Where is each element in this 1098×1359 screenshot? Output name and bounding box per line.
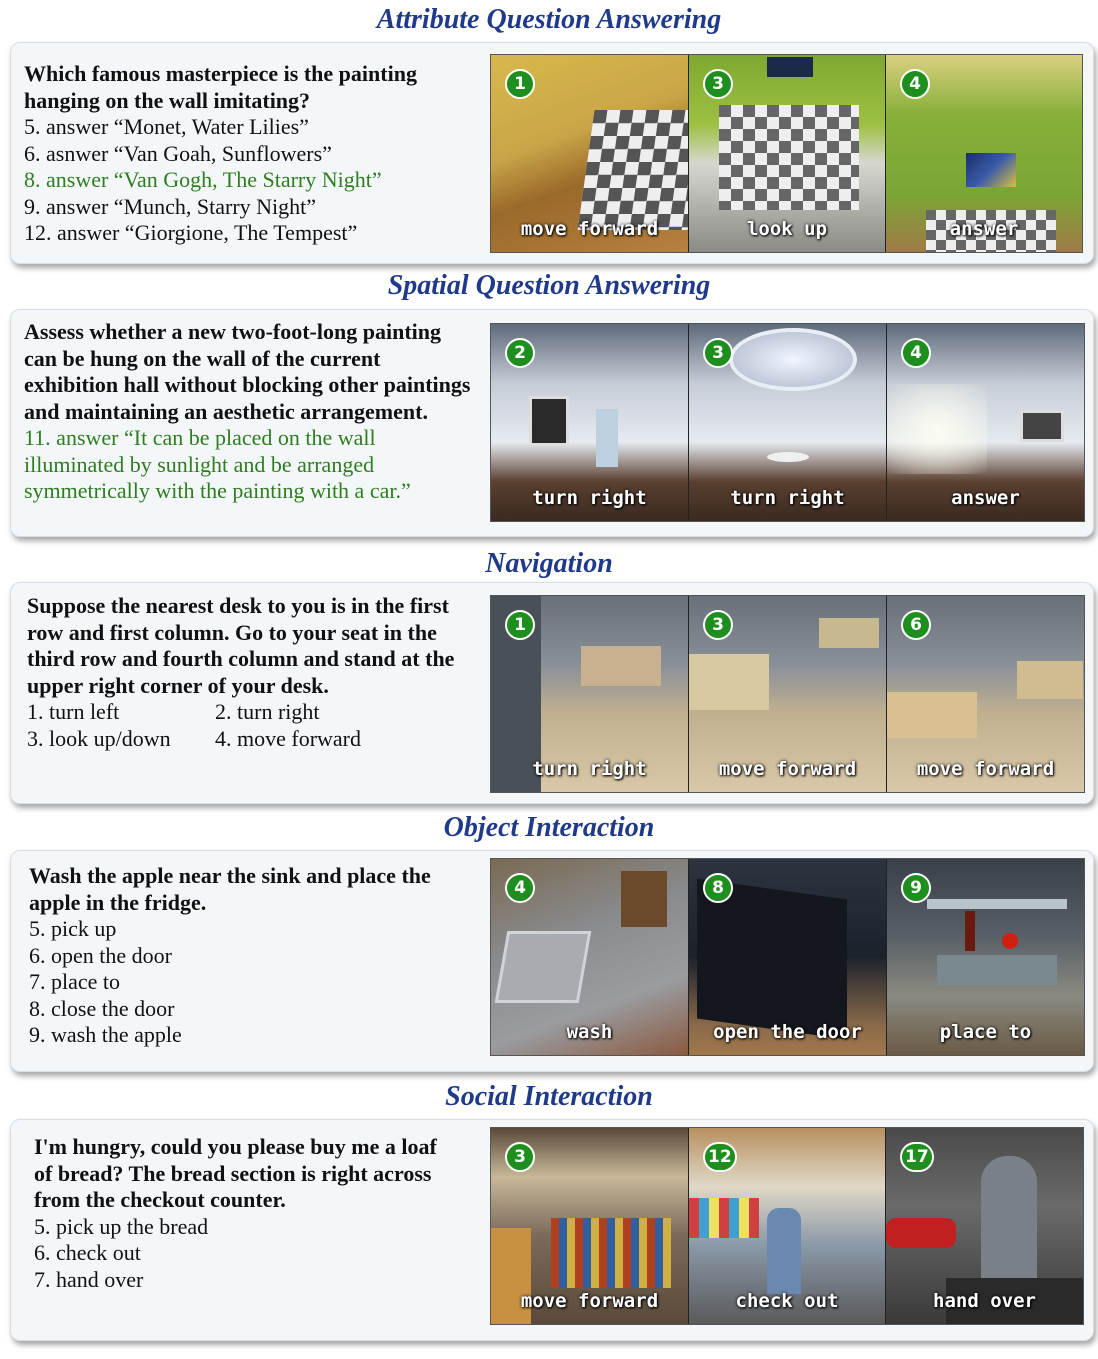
step-badge: 1 (505, 69, 535, 99)
section-title-social-interaction: Social Interaction (445, 1081, 653, 1112)
store-shelves-image (689, 1198, 759, 1238)
action-label: move forward (916, 758, 1055, 780)
apple-image (1002, 933, 1018, 949)
scene-frame (689, 1128, 886, 1324)
desk-image (887, 692, 977, 738)
step-badge: 17 (900, 1142, 934, 1172)
scene-frame (886, 1128, 1083, 1324)
step-badge: 4 (505, 873, 535, 903)
desk-image (689, 654, 769, 710)
skylight-image (729, 328, 857, 391)
option-item: 5. pick up (29, 916, 117, 941)
option-item: 5. answer “Monet, Water Lilies” (24, 114, 309, 139)
card-object-interaction (10, 850, 1094, 1072)
question-block (24, 61, 479, 247)
desk-image (581, 646, 661, 686)
chair-image (886, 1218, 956, 1248)
option-item: 7. place to (29, 969, 121, 994)
scene-frame (689, 324, 887, 521)
action-label: answer (949, 218, 1019, 240)
starry-night-painting (966, 153, 1016, 187)
scene-frame (689, 859, 887, 1055)
frame-strip (490, 858, 1085, 1056)
option-item: 6. asnwer “Van Goah, Sunflowers” (24, 140, 332, 166)
cabinet-image (621, 871, 667, 927)
question-block (29, 863, 469, 1049)
scene-frame (491, 596, 689, 792)
question-text: Assess whether a new two-foot-long painting can be hung on the wall of the current exhibition hall without blocking other paintings and maintaining an aesthetic arrangement. (24, 319, 471, 424)
option-item: 9. wash the apple (29, 1022, 182, 1047)
desk-image (1017, 661, 1083, 699)
painting-image (529, 396, 569, 446)
action-label: wash (566, 1021, 613, 1043)
painting-image (767, 57, 813, 77)
frame-strip (490, 1127, 1084, 1325)
question-block (27, 593, 457, 752)
question-block (34, 1134, 444, 1293)
scene-frame (886, 55, 1082, 252)
option-item: 6. open the door (29, 942, 172, 968)
sink-image (495, 931, 592, 1003)
table-image (767, 452, 809, 462)
frame-strip (490, 54, 1083, 253)
question-text: Suppose the nearest desk to you is in the first row and first column. Go to your seat in the third row and fourth column and stand at the upper right corner of your desk. (27, 593, 455, 698)
action-label: place to (939, 1021, 1032, 1043)
car-painting (1020, 410, 1064, 442)
scene-frame (887, 324, 1084, 521)
door-image (596, 409, 618, 467)
person-image (981, 1156, 1037, 1286)
action-label: hand over (933, 1290, 1036, 1312)
action-label: turn right (532, 487, 647, 509)
question-text: Wash the apple near the sink and place the apple in the fridge. (29, 863, 431, 915)
step-badge: 3 (703, 610, 733, 640)
section-title-navigation: Navigation (485, 548, 613, 579)
step-badge: 4 (900, 69, 930, 99)
option-item-correct: 8. answer “Van Gogh, The Starry Night” (24, 167, 382, 192)
action-label: check out (735, 1290, 839, 1312)
card-attribute-qa (10, 42, 1094, 264)
step-badge: 2 (505, 338, 535, 368)
section-title-object-interaction: Object Interaction (443, 812, 655, 843)
scene-frame (491, 1128, 689, 1324)
action-label: move forward (520, 218, 659, 240)
card-social-interaction (10, 1119, 1094, 1341)
fridge-shelf (927, 899, 1067, 909)
section-title-spatial-qa: Spatial Question Answering (387, 270, 711, 301)
step-badge: 4 (901, 338, 931, 368)
option-item: 9. answer “Munch, Starry Night” (24, 193, 317, 219)
action-label: move forward (718, 758, 857, 780)
step-badge: 6 (901, 610, 931, 640)
cashier-image (767, 1208, 801, 1294)
scene-frame (491, 859, 689, 1055)
section-title-attribute-qa: Attribute Question Answering (376, 4, 722, 35)
option-item: 3. look up/down (27, 725, 171, 751)
step-badge: 9 (901, 873, 931, 903)
option-item: 4. move forward (215, 725, 362, 751)
scene-frame (689, 596, 887, 792)
frame-strip (490, 323, 1085, 522)
bottle-image (965, 911, 975, 951)
action-label: turn right (730, 487, 845, 509)
option-item: 7. hand over (34, 1266, 144, 1292)
question-text: I'm hungry, could you please buy me a loaf of bread? The bread section is right across from the checkout counter. (34, 1134, 437, 1212)
option-item: 1. turn left (27, 699, 120, 724)
step-badge: 3 (505, 1142, 535, 1172)
option-item: 5. pick up the bread (34, 1213, 209, 1239)
bed-image (578, 110, 689, 230)
scene-frame (491, 55, 689, 252)
option-item: 12. answer “Giorgione, The Tempest” (24, 220, 358, 245)
scene-frame (887, 859, 1084, 1055)
card-spatial-qa (10, 309, 1094, 537)
step-badge: 3 (703, 69, 733, 99)
frame-strip (490, 595, 1085, 793)
step-badge: 8 (703, 873, 733, 903)
action-label: move forward (520, 1290, 659, 1312)
option-item-correct: 11. answer “It can be placed on the wall illuminated by sunlight and be arranged symmetrically with the painting with a car.” (24, 425, 411, 503)
scene-frame (689, 55, 886, 252)
action-label: look up (746, 218, 828, 240)
action-label: turn right (532, 758, 647, 780)
option-item: 8. close the door (29, 995, 175, 1021)
options-grid (27, 699, 457, 752)
action-label: open the door (713, 1021, 862, 1043)
question-text: Which famous masterpiece is the painting hanging on the wall imitating? (24, 61, 417, 113)
fridge-drawer (937, 955, 1057, 985)
step-badge: 1 (505, 610, 535, 640)
step-badge: 12 (703, 1142, 737, 1172)
scene-frame (887, 596, 1084, 792)
question-block (24, 319, 474, 505)
scene-frame (491, 324, 689, 521)
store-shelves-image (551, 1218, 671, 1288)
action-label: answer (951, 487, 1020, 509)
sunlight-image (887, 384, 987, 474)
desk-image (819, 618, 879, 648)
step-badge: 3 (703, 338, 733, 368)
option-item: 6. check out (34, 1240, 141, 1265)
bed-image (719, 105, 859, 210)
card-navigation (10, 582, 1094, 804)
option-item: 2. turn right (215, 699, 320, 724)
